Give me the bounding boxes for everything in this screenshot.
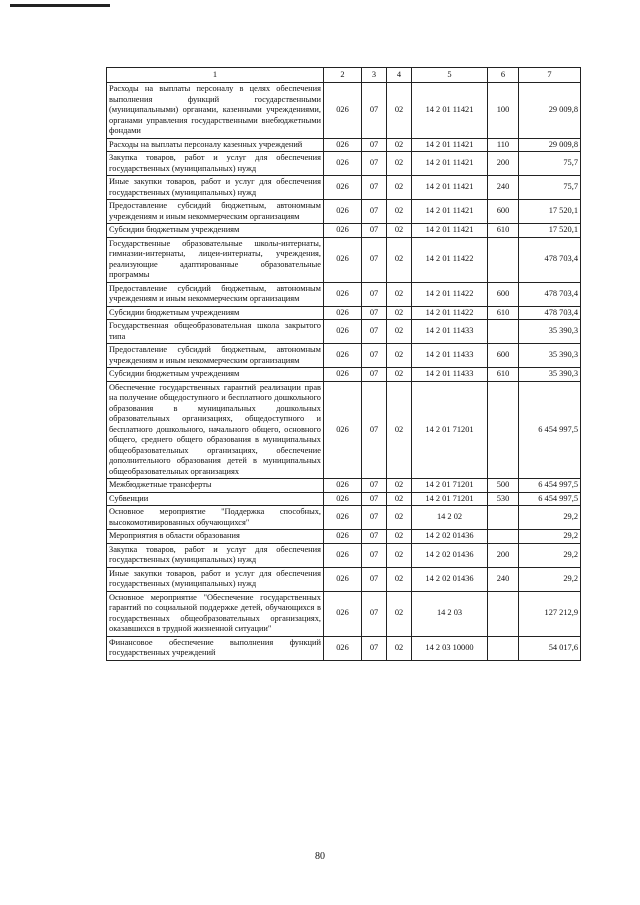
cell-csr: 14 2 01 11421 <box>412 138 488 152</box>
cell-sum: 478 703,4 <box>519 282 581 306</box>
cell-csr: 14 2 01 11422 <box>412 306 488 320</box>
cell-rz: 07 <box>362 591 387 636</box>
cell-ved: 026 <box>324 320 362 344</box>
cell-pr: 02 <box>387 479 412 493</box>
cell-vr <box>488 530 519 544</box>
cell-csr: 14 2 01 11421 <box>412 200 488 224</box>
cell-ved: 026 <box>324 492 362 506</box>
cell-rz: 07 <box>362 200 387 224</box>
cell-ved: 026 <box>324 530 362 544</box>
table-row <box>107 176 581 200</box>
cell-ved: 026 <box>324 636 362 660</box>
cell-pr: 02 <box>387 320 412 344</box>
cell-rz: 07 <box>362 530 387 544</box>
cell-name: Основное мероприятие "Обеспечение государственных гарантий по социальной поддержке детей, обучающихся в государственных общеобразовательных организациях, оказавшихся в трудной жизненной ситуации" <box>107 591 324 636</box>
table-row <box>107 306 581 320</box>
cell-vr <box>488 591 519 636</box>
cell-csr: 14 2 01 11421 <box>412 224 488 238</box>
cell-rz: 07 <box>362 152 387 176</box>
cell-vr <box>488 636 519 660</box>
cell-rz: 07 <box>362 543 387 567</box>
cell-name: Предоставление субсидий бюджетным, автономным учреждениям и иным некоммерческим организациям <box>107 344 324 368</box>
cell-name: Иные закупки товаров, работ и услуг для обеспечения государственных (муниципальных) нужд <box>107 176 324 200</box>
cell-rz: 07 <box>362 479 387 493</box>
cell-name: Расходы на выплаты персоналу казенных учреждений <box>107 138 324 152</box>
cell-sum: 29 009,8 <box>519 83 581 139</box>
cell-pr: 02 <box>387 306 412 320</box>
cell-rz: 07 <box>362 492 387 506</box>
cell-csr: 14 2 01 11422 <box>412 237 488 282</box>
cell-vr: 240 <box>488 176 519 200</box>
cell-name: Субсидии бюджетным учреждениям <box>107 306 324 320</box>
header-cell-1: 1 <box>107 68 324 83</box>
cell-csr: 14 2 03 10000 <box>412 636 488 660</box>
cell-ved: 026 <box>324 479 362 493</box>
table-row <box>107 381 581 479</box>
cell-vr: 530 <box>488 492 519 506</box>
table-body <box>107 83 581 661</box>
cell-sum: 6 454 997,5 <box>519 492 581 506</box>
cell-csr: 14 2 01 11422 <box>412 282 488 306</box>
cell-vr: 240 <box>488 567 519 591</box>
cell-ved: 026 <box>324 83 362 139</box>
cell-ved: 026 <box>324 506 362 530</box>
cell-vr: 610 <box>488 368 519 382</box>
cell-sum: 29,2 <box>519 530 581 544</box>
cell-rz: 07 <box>362 138 387 152</box>
cell-csr: 14 2 02 01436 <box>412 543 488 567</box>
table-row <box>107 282 581 306</box>
cell-csr: 14 2 01 71201 <box>412 479 488 493</box>
header-cell-2: 2 <box>324 68 362 83</box>
cell-csr: 14 2 01 71201 <box>412 492 488 506</box>
cell-sum: 17 520,1 <box>519 224 581 238</box>
cell-pr: 02 <box>387 368 412 382</box>
table-row <box>107 479 581 493</box>
cell-ved: 026 <box>324 282 362 306</box>
cell-pr: 02 <box>387 381 412 479</box>
cell-name: Государственные образовательные школы-интернаты, гимназии-интернаты, лицеи-интернаты, учреждения, реализующие адаптированные образовательные программы <box>107 237 324 282</box>
cell-pr: 02 <box>387 224 412 238</box>
cell-sum: 29 009,8 <box>519 138 581 152</box>
table-row <box>107 344 581 368</box>
cell-sum: 6 454 997,5 <box>519 381 581 479</box>
cell-vr: 100 <box>488 83 519 139</box>
cell-pr: 02 <box>387 176 412 200</box>
cell-rz: 07 <box>362 306 387 320</box>
table-row <box>107 506 581 530</box>
table-row <box>107 567 581 591</box>
cell-sum: 127 212,9 <box>519 591 581 636</box>
table-row <box>107 237 581 282</box>
cell-sum: 6 454 997,5 <box>519 479 581 493</box>
table-row <box>107 591 581 636</box>
cell-name: Предоставление субсидий бюджетным, автономным учреждениям и иным некоммерческим организациям <box>107 282 324 306</box>
cell-ved: 026 <box>324 591 362 636</box>
budget-table <box>106 67 581 661</box>
cell-csr: 14 2 01 11421 <box>412 152 488 176</box>
cell-name: Финансовое обеспечение выполнения функций государственных учреждений <box>107 636 324 660</box>
cell-csr: 14 2 01 11433 <box>412 320 488 344</box>
cell-pr: 02 <box>387 282 412 306</box>
header-cell-5: 5 <box>412 68 488 83</box>
cell-csr: 14 2 01 11421 <box>412 83 488 139</box>
cell-rz: 07 <box>362 636 387 660</box>
cell-vr: 200 <box>488 543 519 567</box>
cell-rz: 07 <box>362 506 387 530</box>
cell-vr: 610 <box>488 224 519 238</box>
header-cell-7: 7 <box>519 68 581 83</box>
header-cell-3: 3 <box>362 68 387 83</box>
cell-vr <box>488 506 519 530</box>
cell-sum: 75,7 <box>519 152 581 176</box>
cell-ved: 026 <box>324 344 362 368</box>
cell-pr: 02 <box>387 152 412 176</box>
cell-rz: 07 <box>362 237 387 282</box>
cell-sum: 29,2 <box>519 567 581 591</box>
cell-vr: 500 <box>488 479 519 493</box>
cell-csr: 14 2 03 <box>412 591 488 636</box>
cell-csr: 14 2 01 11433 <box>412 368 488 382</box>
cell-csr: 14 2 02 <box>412 506 488 530</box>
cell-vr: 110 <box>488 138 519 152</box>
cell-sum: 29,2 <box>519 543 581 567</box>
cell-vr: 600 <box>488 344 519 368</box>
cell-sum: 29,2 <box>519 506 581 530</box>
cell-ved: 026 <box>324 200 362 224</box>
cell-ved: 026 <box>324 306 362 320</box>
cell-csr: 14 2 01 11433 <box>412 344 488 368</box>
cell-sum: 478 703,4 <box>519 237 581 282</box>
cell-sum: 75,7 <box>519 176 581 200</box>
cell-name: Межбюджетные трансферты <box>107 479 324 493</box>
cell-pr: 02 <box>387 344 412 368</box>
cell-ved: 026 <box>324 543 362 567</box>
cell-vr <box>488 237 519 282</box>
cell-pr: 02 <box>387 237 412 282</box>
cell-vr: 610 <box>488 306 519 320</box>
cell-sum: 54 017,6 <box>519 636 581 660</box>
cell-ved: 026 <box>324 224 362 238</box>
cell-ved: 026 <box>324 176 362 200</box>
cell-sum: 478 703,4 <box>519 306 581 320</box>
cell-csr: 14 2 02 01436 <box>412 567 488 591</box>
cell-name: Закупка товаров, работ и услуг для обеспечения государственных (муниципальных) нужд <box>107 152 324 176</box>
table-row <box>107 636 581 660</box>
cell-pr: 02 <box>387 83 412 139</box>
cell-pr: 02 <box>387 530 412 544</box>
cell-name: Расходы на выплаты персоналу в целях обеспечения выполнения функций государственными (муниципальными) органами, казенными учреждениями, органами управления государственными внебюджетными фондами <box>107 83 324 139</box>
cell-pr: 02 <box>387 138 412 152</box>
cell-rz: 07 <box>362 368 387 382</box>
cell-csr: 14 2 01 71201 <box>412 381 488 479</box>
cell-name: Иные закупки товаров, работ и услуг для обеспечения государственных (муниципальных) нужд <box>107 567 324 591</box>
cell-csr: 14 2 01 11421 <box>412 176 488 200</box>
cell-csr: 14 2 02 01436 <box>412 530 488 544</box>
top-rule <box>10 4 110 7</box>
cell-sum: 17 520,1 <box>519 200 581 224</box>
page-number: 80 <box>315 851 325 862</box>
cell-pr: 02 <box>387 506 412 530</box>
cell-vr <box>488 381 519 479</box>
cell-pr: 02 <box>387 567 412 591</box>
table-row <box>107 138 581 152</box>
cell-vr <box>488 320 519 344</box>
table-row <box>107 543 581 567</box>
table-row <box>107 492 581 506</box>
table-row <box>107 320 581 344</box>
cell-rz: 07 <box>362 224 387 238</box>
cell-ved: 026 <box>324 138 362 152</box>
cell-sum: 35 390,3 <box>519 368 581 382</box>
cell-name: Предоставление субсидий бюджетным, автономным учреждениям и иным некоммерческим организациям <box>107 200 324 224</box>
cell-rz: 07 <box>362 320 387 344</box>
cell-ved: 026 <box>324 567 362 591</box>
cell-rz: 07 <box>362 282 387 306</box>
cell-rz: 07 <box>362 567 387 591</box>
cell-rz: 07 <box>362 83 387 139</box>
cell-rz: 07 <box>362 176 387 200</box>
table-row <box>107 530 581 544</box>
cell-pr: 02 <box>387 543 412 567</box>
cell-rz: 07 <box>362 344 387 368</box>
header-cell-4: 4 <box>387 68 412 83</box>
header-cell-6: 6 <box>488 68 519 83</box>
cell-sum: 35 390,3 <box>519 320 581 344</box>
cell-name: Основное мероприятие "Поддержка способных, высокомотивированных обучающихся" <box>107 506 324 530</box>
cell-ved: 026 <box>324 152 362 176</box>
cell-pr: 02 <box>387 636 412 660</box>
cell-name: Закупка товаров, работ и услуг для обеспечения государственных (муниципальных) нужд <box>107 543 324 567</box>
cell-name: Субвенции <box>107 492 324 506</box>
cell-ved: 026 <box>324 368 362 382</box>
header-row <box>107 68 581 83</box>
table-row <box>107 152 581 176</box>
cell-name: Государственная общеобразовательная школа закрытого типа <box>107 320 324 344</box>
cell-vr: 200 <box>488 152 519 176</box>
table-row <box>107 368 581 382</box>
cell-sum: 35 390,3 <box>519 344 581 368</box>
cell-ved: 026 <box>324 381 362 479</box>
table-row <box>107 224 581 238</box>
cell-vr: 600 <box>488 200 519 224</box>
cell-vr: 600 <box>488 282 519 306</box>
table-row <box>107 200 581 224</box>
cell-name: Субсидии бюджетным учреждениям <box>107 224 324 238</box>
cell-name: Обеспечение государственных гарантий реализации прав на получение общедоступного и бесплатного дошкольного образования в муниципальных дошкольных образовательных организациях, общедоступного и бесплатного дошкольного, начального общего, основного общего, среднего общего образования в муниципальных общеобразовательных организациях, обеспечение дополнительного образования детей в муниципальных общеобразовательных организациях <box>107 381 324 479</box>
cell-rz: 07 <box>362 381 387 479</box>
cell-name: Субсидии бюджетным учреждениям <box>107 368 324 382</box>
cell-pr: 02 <box>387 492 412 506</box>
cell-name: Мероприятия в области образования <box>107 530 324 544</box>
cell-ved: 026 <box>324 237 362 282</box>
cell-pr: 02 <box>387 591 412 636</box>
cell-pr: 02 <box>387 200 412 224</box>
table-row <box>107 83 581 139</box>
